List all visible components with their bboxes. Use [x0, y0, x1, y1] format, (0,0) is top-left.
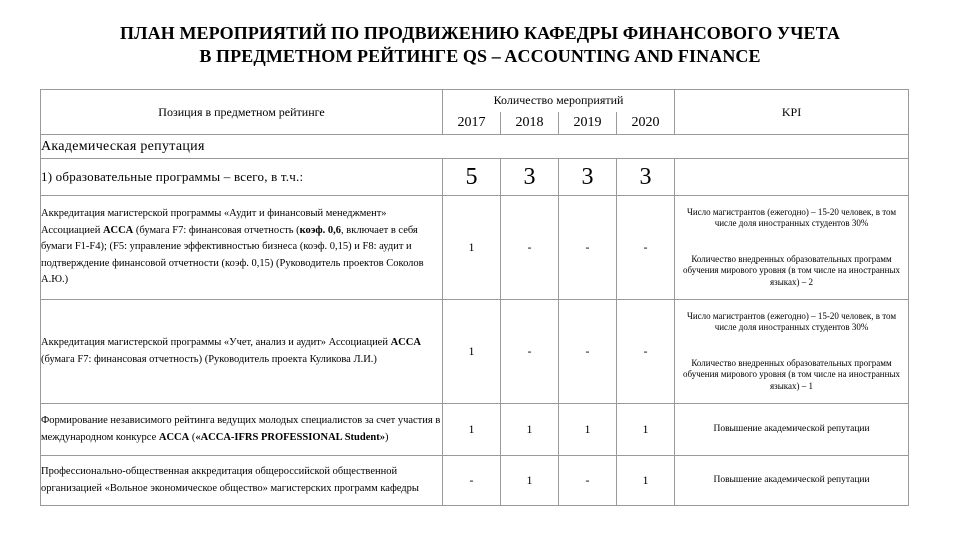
row-1-kpi — [675, 196, 909, 300]
section-row — [41, 135, 909, 159]
header-year-2018: 2018 — [501, 112, 559, 135]
header-row-1 — [41, 90, 909, 112]
program-label: 1) образовательные программы – всего, в т.ч.: — [41, 159, 443, 196]
row-4-value-2017: - — [443, 456, 501, 506]
table-row — [41, 456, 909, 506]
row-2-kpi — [675, 300, 909, 404]
table-row — [41, 196, 909, 300]
program-kpi-empty — [675, 159, 909, 196]
table-row — [41, 300, 909, 404]
row-3-value-2017: 1 — [443, 404, 501, 456]
title-line-1: ПЛАН МЕРОПРИЯТИЙ ПО ПРОДВИЖЕНИЮ КАФЕДРЫ ФИНАНСОВОГО УЧЕТА — [120, 23, 840, 43]
program-value-2018: 3 — [501, 159, 559, 196]
row-2-value-2020: - — [617, 300, 675, 404]
row-1-value-2018: - — [501, 196, 559, 300]
row-2-kpi-students: Число магистрантов (ежегодно) – 15-20 человек, в том числе доля иностранных студентов 30% — [687, 310, 897, 333]
row-4-kpi: Повышение академической репутации — [675, 456, 909, 506]
row-3-value-2018: 1 — [501, 404, 559, 456]
row-1-value-2019: - — [559, 196, 617, 300]
row-2-value-2017: 1 — [443, 300, 501, 404]
header-year-2020: 2020 — [617, 112, 675, 135]
row-1-description: Аккредитация магистерской программы «Аудит и финансовый менеджмент» Ассоциацией ACCA (бумага F7: финансовая отчетность (коэф. 0,6, включает в себя бумаги F1-F4); (F5: управление эффективностью бизнеса (коэф. 0,15) и F8: аудит и подтверждение финансовой отчетности (коэф. 0,15) (Руководитель проектов Соколов А.Ю.) — [41, 196, 443, 300]
row-4-value-2018: 1 — [501, 456, 559, 506]
row-4-value-2020: 1 — [617, 456, 675, 506]
row-1-kpi-programs: Количество внедренных образовательных программ обучения мирового уровня (в том числе на иностранных языках) – 2 — [683, 253, 900, 287]
row-2-kpi-programs: Количество внедренных образовательных программ обучения мирового уровня (в том числе на иностранных языках) – 1 — [683, 357, 900, 391]
row-2-value-2019: - — [559, 300, 617, 404]
header-year-2017: 2017 — [443, 112, 501, 135]
row-4-value-2019: - — [559, 456, 617, 506]
row-1-value-2017: 1 — [443, 196, 501, 300]
row-1-value-2020: - — [617, 196, 675, 300]
plan-table — [40, 89, 909, 506]
row-2-value-2018: - — [501, 300, 559, 404]
program-value-2020: 3 — [617, 159, 675, 196]
program-total-row — [41, 159, 909, 196]
row-1-kpi-students: Число магистрантов (ежегодно) – 15-20 человек, в том числе доля иностранных студентов 30% — [687, 206, 897, 229]
header-year-2019: 2019 — [559, 112, 617, 135]
program-value-2019: 3 — [559, 159, 617, 196]
title-line-2: В ПРЕДМЕТНОМ РЕЙТИНГЕ QS – ACCOUNTING AND FINANCE — [199, 46, 761, 66]
header-position: Позиция в предметном рейтинге — [41, 90, 443, 135]
row-3-kpi: Повышение академической репутации — [675, 404, 909, 456]
program-value-2017: 5 — [443, 159, 501, 196]
table-row — [41, 404, 909, 456]
row-2-description: Аккредитация магистерской программы «Учет, анализ и аудит» Ассоциацией ACCA (бумага F7: финансовая отчетность) (Руководитель проекта Куликова Л.И.) — [41, 300, 443, 404]
row-3-value-2020: 1 — [617, 404, 675, 456]
row-3-description: Формирование независимого рейтинга ведущих молодых специалистов за счет участия в международном конкурсе ACCA («ACCA-IFRS PROFESSIONAL Student») — [41, 404, 443, 456]
row-3-value-2019: 1 — [559, 404, 617, 456]
page-title — [0, 22, 960, 68]
header-kpi: KPI — [675, 90, 909, 135]
row-4-description: Профессионально-общественная аккредитация общероссийской общественной организацией «Вольное экономическое общество» магистерских программ кафедры — [41, 456, 443, 506]
section-academic-reputation: Академическая репутация — [41, 135, 909, 159]
header-count: Количество мероприятий — [443, 90, 675, 112]
